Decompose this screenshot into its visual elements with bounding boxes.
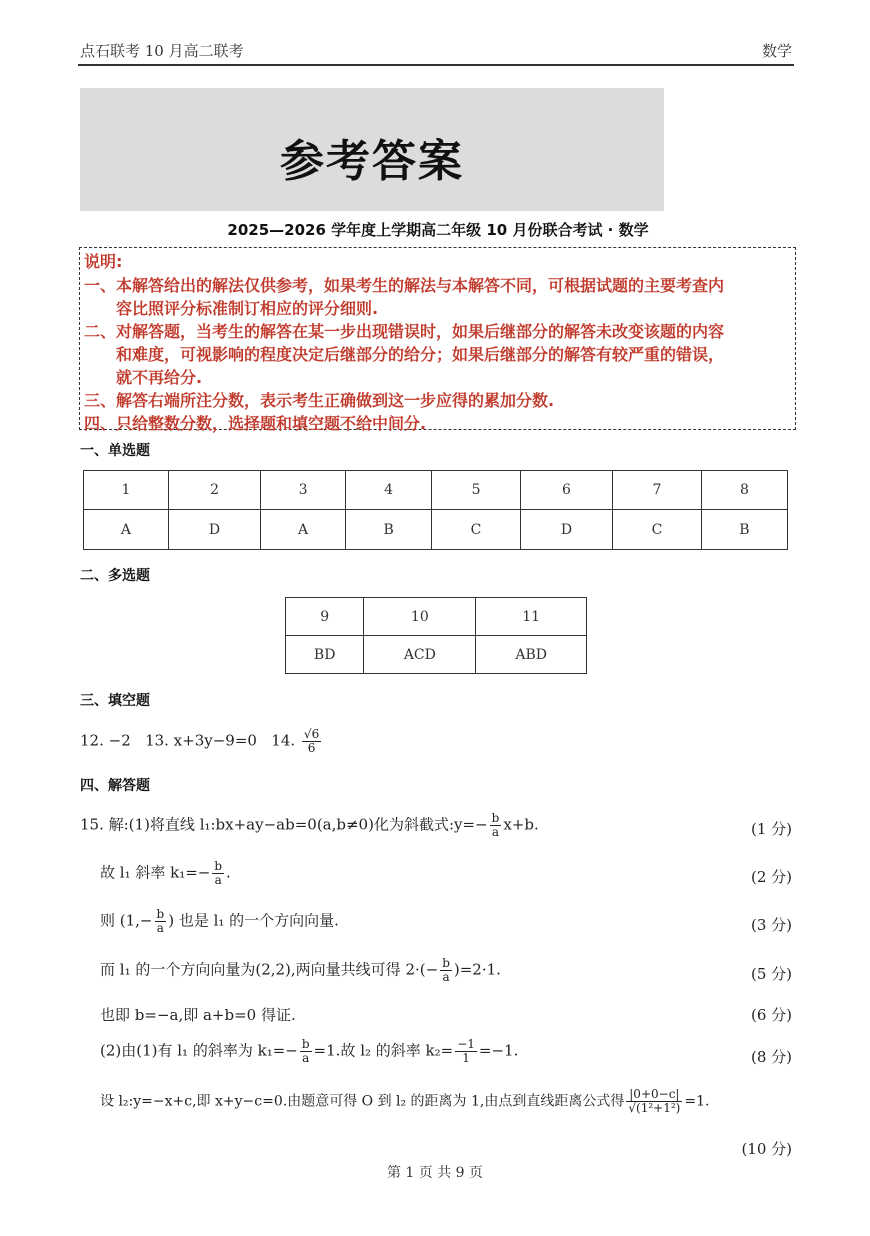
- section-title-single-choice: 一、单选题: [80, 443, 150, 459]
- fraction-numerator: b: [301, 1037, 310, 1051]
- answer-14-fraction: [302, 728, 321, 755]
- solution-text: x+b.: [503, 815, 539, 834]
- note-line: 和难度，可视影响的程度决定后继部分的给分；如果后继部分的解答有较严重的错误，: [116, 345, 725, 364]
- table-cell: D: [520, 510, 612, 550]
- fraction: [212, 860, 224, 887]
- table-cell: 4: [346, 471, 432, 510]
- header-left: 点石联考 10 月高二联考: [80, 42, 244, 60]
- table-cell: 8: [701, 471, 787, 510]
- notes-title: 说明:: [84, 252, 123, 271]
- fraction-denominator: a: [491, 825, 500, 839]
- solution-text: 故 l₁ 斜率 k₁=−: [100, 863, 211, 882]
- solution-text: 而 l₁ 的一个方向向量为(2,2),两向量共线可得 2·(−: [100, 960, 439, 979]
- note-line: 容比照评分标准制订相应的评分细则.: [116, 299, 379, 318]
- fraction-numerator: −1: [457, 1037, 475, 1051]
- fraction-denominator: a: [442, 970, 450, 984]
- fraction: [490, 812, 502, 839]
- score-label: (10 分): [741, 1140, 792, 1158]
- note-line: 就不再给分.: [116, 368, 203, 387]
- section-title-multi-choice: 二、多选题: [80, 568, 150, 584]
- solution-text: =1.: [684, 1093, 710, 1110]
- note-line: 四、只给整数分数，选择题和填空题不给中间分.: [84, 414, 427, 433]
- section-title-solutions: 四、解答题: [80, 778, 150, 794]
- fraction-denominator: 6: [307, 741, 316, 755]
- fraction-numerator: b: [214, 859, 223, 873]
- fraction-denominator: a: [156, 921, 164, 935]
- note-line: 一、本解答给出的解法仅供参考，如果考生的解法与本解答不同，可根据试题的主要考查内: [84, 276, 725, 295]
- table-cell: 3: [261, 471, 346, 510]
- solution-text: 则 (1,−: [100, 911, 153, 930]
- solution-line: [100, 1038, 518, 1065]
- solution-text: (2)由(1)有 l₁ 的斜率为 k₁=−: [100, 1041, 298, 1060]
- solution-text: .: [226, 863, 231, 882]
- score-label: (2 分): [750, 868, 792, 886]
- solution-text: 15. 解:(1)将直线 l₁:bx+ay−ab=0(a,b≠0)化为斜截式:y=−: [80, 815, 488, 834]
- score-label: (8 分): [750, 1048, 792, 1066]
- answer-12: 12. −2: [80, 731, 131, 750]
- note-line: 二、对解答题，当考生的解答在某一步出现错误时，如果后继部分的解答未改变该题的内容: [84, 322, 725, 341]
- fraction-numerator: |0+0−c|: [626, 1088, 682, 1102]
- table-cell: C: [613, 510, 702, 550]
- solution-line: [100, 860, 231, 887]
- solution-line: [100, 957, 501, 984]
- page-footer: 第 1 页 共 9 页: [386, 1165, 484, 1181]
- table-cell: D: [168, 510, 260, 550]
- solution-line: [100, 1088, 709, 1115]
- table-cell: ABD: [476, 636, 587, 674]
- table-cell: 6: [520, 471, 612, 510]
- page-title: 参考答案: [280, 136, 464, 187]
- table-cell: 11: [476, 598, 587, 636]
- exam-subtitle: 2025—2026 学年度上学期高二年级 10 月份联合考试 · 数学: [227, 221, 649, 239]
- fraction-numerator: √6: [303, 727, 320, 741]
- fraction: [455, 1038, 477, 1065]
- table-cell: B: [701, 510, 787, 550]
- table-cell: 2: [168, 471, 260, 510]
- table-cell: 9: [286, 598, 364, 636]
- score-label: (3 分): [750, 916, 792, 934]
- single-choice-table: [83, 470, 788, 550]
- fill-blank-answers: [80, 728, 323, 755]
- answer-14-label: 14.: [271, 731, 296, 750]
- note-line: 三、解答右端所注分数，表示考生正确做到这一步应得的累加分数.: [84, 391, 555, 410]
- fraction-denominator: a: [214, 873, 222, 887]
- multi-choice-table: [285, 597, 587, 674]
- solution-line: [100, 908, 339, 935]
- table-cell: A: [261, 510, 346, 550]
- answer-13: 13. x+3y−9=0: [145, 731, 257, 750]
- table-cell: 1: [84, 471, 169, 510]
- solution-text: ) 也是 l₁ 的一个方向向量.: [168, 911, 339, 930]
- fraction-denominator: a: [302, 1051, 310, 1065]
- table-cell: A: [84, 510, 169, 550]
- table-cell: ACD: [364, 636, 476, 674]
- table-cell: BD: [286, 636, 364, 674]
- table-cell: 7: [613, 471, 702, 510]
- table-cell: 5: [432, 471, 521, 510]
- table-cell: C: [432, 510, 521, 550]
- score-label: (1 分): [750, 820, 792, 838]
- fraction: [626, 1088, 682, 1115]
- solution-line: [80, 812, 539, 839]
- solution-line: 也即 b=−a,即 a+b=0 得证.: [100, 1006, 296, 1024]
- section-title-fill-blank: 三、填空题: [80, 693, 150, 709]
- table-cell: B: [346, 510, 432, 550]
- fraction-numerator: b: [491, 811, 500, 825]
- fraction: [300, 1038, 312, 1065]
- score-label: (5 分): [750, 965, 792, 983]
- solution-text: 设 l₂:y=−x+c,即 x+y−c=0.由题意可得 O 到 l₂ 的距离为 1,由点到直线距离公式得: [100, 1093, 625, 1110]
- header-right: 数学: [761, 42, 792, 60]
- header-divider: [78, 64, 794, 66]
- fraction-numerator: b: [442, 956, 450, 970]
- fraction-numerator: b: [156, 907, 165, 921]
- fraction: [155, 908, 167, 935]
- fraction: [440, 957, 452, 984]
- solution-text: =−1.: [478, 1041, 519, 1060]
- fraction-denominator: 1: [462, 1051, 470, 1065]
- fraction-denominator: √(1²+1²): [628, 1101, 681, 1115]
- solution-text: )=2·1.: [453, 960, 501, 979]
- solution-text: =1.故 l₂ 的斜率 k₂=: [313, 1041, 454, 1060]
- table-cell: 10: [364, 598, 476, 636]
- score-label: (6 分): [750, 1006, 792, 1024]
